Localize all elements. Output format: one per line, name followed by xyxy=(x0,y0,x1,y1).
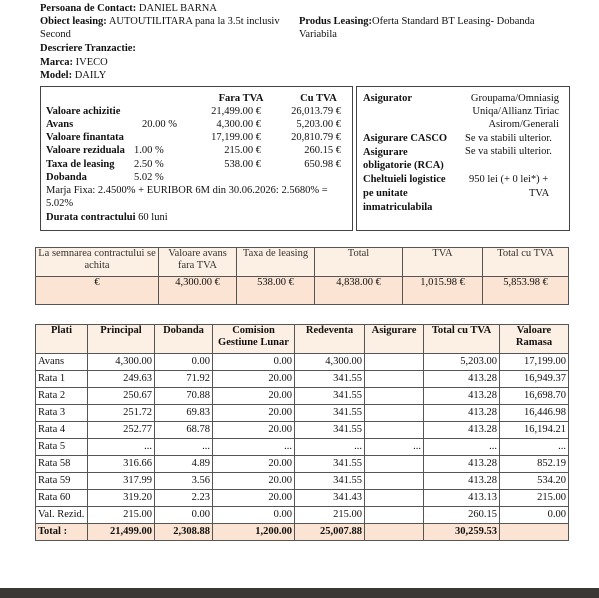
signing-header: Total cu TVA xyxy=(483,248,569,277)
margin-formula: Marja Fixa: 2.4500% + EURIBOR 6M din 30.06.2026: 2.5680% = xyxy=(46,185,328,196)
contact-value: DANIEL BARNA xyxy=(138,3,217,14)
value-cu: 650.98 € xyxy=(304,159,341,170)
value-fara: 17,199.00 € xyxy=(211,132,261,143)
schedule-row xyxy=(36,439,569,456)
schedule-cell: 215.00 xyxy=(500,490,569,507)
casco-value: Se va stabili ulterior. xyxy=(465,133,552,144)
schedule-cell: 0.00 xyxy=(213,354,295,371)
schedule-cell: 5,203.00 xyxy=(424,354,500,371)
schedule-cell: 69.83 xyxy=(155,405,213,422)
schedule-cell: 534.20 xyxy=(500,473,569,490)
schedule-cell: 413.28 xyxy=(424,473,500,490)
schedule-cell: 71.92 xyxy=(155,371,213,388)
schedule-cell: 2,308.88 xyxy=(155,524,213,541)
value-fara: 4,300.00 € xyxy=(216,119,261,130)
schedule-row xyxy=(36,371,569,388)
logistics-value-line2: TVA xyxy=(529,188,550,199)
row-label: Dobanda xyxy=(46,172,87,183)
signing-header: Taxa de leasing xyxy=(237,248,315,277)
signing-value: 538.00 € xyxy=(237,277,315,305)
schedule-cell: 4.89 xyxy=(155,456,213,473)
schedule-cell: 341.55 xyxy=(295,405,365,422)
schedule-row-label: Rata 3 xyxy=(36,405,88,422)
schedule-cell: ... xyxy=(424,439,500,456)
signing-payment-table xyxy=(35,247,569,305)
schedule-cell: 413.28 xyxy=(424,422,500,439)
schedule-row xyxy=(36,507,569,524)
schedule-cell: 215.00 xyxy=(88,507,155,524)
schedule-cell: 20.00 xyxy=(213,490,295,507)
insurance-panel xyxy=(356,86,570,231)
value-fara: 21,499.00 € xyxy=(211,106,261,117)
schedule-total-row xyxy=(36,524,569,541)
signing-header: La semnarea contractului se achita xyxy=(36,248,159,277)
schedule-cell xyxy=(365,473,424,490)
schedule-cell: 68.78 xyxy=(155,422,213,439)
product-row xyxy=(299,16,535,27)
schedule-cell: 4,300.00 xyxy=(88,354,155,371)
row-label: Avans xyxy=(46,119,74,130)
col-fara-tva: Fara TVA xyxy=(218,93,264,104)
schedule-row xyxy=(36,388,569,405)
schedule-cell xyxy=(365,456,424,473)
schedule-header: Valoare Ramasa xyxy=(500,325,569,354)
schedule-cell xyxy=(365,354,424,371)
product-value-line2: Variabila xyxy=(299,29,337,40)
schedule-cell: 4,300.00 xyxy=(295,354,365,371)
schedule-cell: 20.00 xyxy=(213,422,295,439)
schedule-row-label: Val. Rezid. xyxy=(36,507,88,524)
schedule-cell: 0.00 xyxy=(500,507,569,524)
schedule-cell: 341.55 xyxy=(295,456,365,473)
schedule-row-label: Avans xyxy=(36,354,88,371)
schedule-row-label: Rata 1 xyxy=(36,371,88,388)
schedule-cell: 0.00 xyxy=(155,507,213,524)
rca-value: Se va stabili ulterior. xyxy=(465,146,552,157)
schedule-cell: 20.00 xyxy=(213,456,295,473)
schedule-cell xyxy=(365,507,424,524)
product-value: Oferta Standard BT Leasing- Dobanda xyxy=(372,16,535,27)
model-row xyxy=(40,70,106,81)
schedule-cell: 215.00 xyxy=(295,507,365,524)
schedule-cell: 316.66 xyxy=(88,456,155,473)
value-cu: 5,203.00 € xyxy=(296,119,341,130)
schedule-row-label: Rata 2 xyxy=(36,388,88,405)
schedule-row-label: Rata 58 xyxy=(36,456,88,473)
description-label: Descriere Tranzactie: xyxy=(40,43,136,54)
schedule-row xyxy=(36,405,569,422)
schedule-cell: 20.00 xyxy=(213,371,295,388)
schedule-cell: ... xyxy=(295,439,365,456)
schedule-cell: 252.77 xyxy=(88,422,155,439)
schedule-cell: 413.13 xyxy=(424,490,500,507)
schedule-cell: 250.67 xyxy=(88,388,155,405)
insurer-value: Groupama/Omniasig xyxy=(470,93,559,104)
schedule-cell: 16,949.37 xyxy=(500,371,569,388)
row-percent: 1.00 % xyxy=(134,145,164,156)
signing-value-row xyxy=(36,277,569,305)
schedule-cell xyxy=(365,371,424,388)
schedule-header: Redeventa xyxy=(295,325,365,354)
value-fara: 215.00 € xyxy=(224,145,261,156)
row-percent: 2.50 % xyxy=(134,159,164,170)
schedule-cell: 341.55 xyxy=(295,388,365,405)
margin-result: 5.02% xyxy=(46,198,74,209)
duration-value: 60 luni xyxy=(138,212,168,223)
schedule-row xyxy=(36,422,569,439)
schedule-cell: 0.00 xyxy=(155,354,213,371)
duration-label: Durata contractului xyxy=(46,212,136,223)
schedule-cell: 1,200.00 xyxy=(213,524,295,541)
schedule-header: Comision Gestiune Lunar xyxy=(213,325,295,354)
schedule-cell: 17,199.00 xyxy=(500,354,569,371)
schedule-cell: 2.23 xyxy=(155,490,213,507)
schedule-cell xyxy=(365,422,424,439)
schedule-row-label: Rata 5 xyxy=(36,439,88,456)
schedule-cell: 249.63 xyxy=(88,371,155,388)
value-cu: 260.15 € xyxy=(304,145,341,156)
schedule-cell xyxy=(365,524,424,541)
logistics-label: Cheltuieli logistice xyxy=(363,174,446,185)
schedule-cell: 413.28 xyxy=(424,456,500,473)
schedule-cell: 413.28 xyxy=(424,371,500,388)
schedule-cell: 20.00 xyxy=(213,388,295,405)
object-label: Obiect leasing: xyxy=(40,16,107,27)
schedule-header: Asigurare xyxy=(365,325,424,354)
schedule-cell xyxy=(365,405,424,422)
schedule-cell: 20.00 xyxy=(213,473,295,490)
insurer-value: Asirom/Generali xyxy=(488,119,559,130)
schedule-row xyxy=(36,456,569,473)
product-label: Produs Leasing: xyxy=(299,16,373,27)
logistics-value: 950 lei (+ 0 lei*) + xyxy=(469,174,549,185)
logistics-label-line3: inmatriculabila xyxy=(363,202,433,213)
schedule-cell: 341.55 xyxy=(295,371,365,388)
schedule-cell: 3.56 xyxy=(155,473,213,490)
schedule-cell: 25,007.88 xyxy=(295,524,365,541)
payment-schedule-table xyxy=(35,324,569,541)
contact-row xyxy=(40,3,217,14)
schedule-cell: 341.43 xyxy=(295,490,365,507)
rca-label-line2: obligatorie (RCA) xyxy=(363,160,444,171)
schedule-cell: ... xyxy=(365,439,424,456)
schedule-cell: 0.00 xyxy=(213,507,295,524)
signing-value: 4,300.00 € xyxy=(159,277,237,305)
signing-header: Valoare avans fara TVA xyxy=(159,248,237,277)
schedule-cell: ... xyxy=(500,439,569,456)
schedule-cell: 16,194.21 xyxy=(500,422,569,439)
schedule-cell xyxy=(365,388,424,405)
signing-header: TVA xyxy=(403,248,483,277)
row-percent: 20.00 % xyxy=(142,119,177,130)
schedule-cell: ... xyxy=(155,439,213,456)
brand-label: Marca: xyxy=(40,57,74,68)
object-value-line2: Second xyxy=(40,29,71,40)
brand-value: IVECO xyxy=(75,57,108,68)
schedule-cell: 341.55 xyxy=(295,473,365,490)
schedule-cell: 16,698.70 xyxy=(500,388,569,405)
schedule-cell xyxy=(365,490,424,507)
schedule-row-label: Rata 4 xyxy=(36,422,88,439)
schedule-cell: 21,499.00 xyxy=(88,524,155,541)
schedule-header-row xyxy=(36,325,569,354)
schedule-cell: 852.19 xyxy=(500,456,569,473)
schedule-cell xyxy=(500,524,569,541)
signing-value: € xyxy=(36,277,159,305)
schedule-header: Total cu TVA xyxy=(424,325,500,354)
signing-header-row xyxy=(36,248,569,277)
rca-label: Asigurare xyxy=(363,147,408,158)
schedule-header: Plati xyxy=(36,325,88,354)
schedule-cell: 251.72 xyxy=(88,405,155,422)
schedule-cell: 319.20 xyxy=(88,490,155,507)
row-label: Valoare achizitie xyxy=(46,106,121,117)
model-label: Model: xyxy=(40,70,73,81)
signing-value: 4,838.00 € xyxy=(315,277,403,305)
contact-label: Persoana de Contact: xyxy=(40,3,137,14)
insurer-label: Asigurator xyxy=(363,93,412,104)
schedule-cell: 20.00 xyxy=(213,405,295,422)
schedule-cell: ... xyxy=(88,439,155,456)
financial-panel xyxy=(40,86,353,231)
row-percent: 5.02 % xyxy=(134,172,164,183)
signing-value: 1,015.98 € xyxy=(403,277,483,305)
schedule-header: Principal xyxy=(88,325,155,354)
object-value: AUTOUTILITARA pana la 3.5t inclusiv xyxy=(108,16,280,27)
schedule-cell: 341.55 xyxy=(295,422,365,439)
signing-header: Total xyxy=(315,248,403,277)
schedule-body xyxy=(36,354,569,541)
schedule-row xyxy=(36,354,569,371)
value-fara: 538.00 € xyxy=(224,159,261,170)
schedule-header: Dobanda xyxy=(155,325,213,354)
brand-row xyxy=(40,57,108,68)
row-label: Taxa de leasing xyxy=(46,159,115,170)
row-label: Valoare reziduala xyxy=(46,145,125,156)
schedule-row-label: Total : xyxy=(36,524,88,541)
schedule-cell: ... xyxy=(213,439,295,456)
schedule-cell: 260.15 xyxy=(424,507,500,524)
schedule-cell: 16,446.98 xyxy=(500,405,569,422)
schedule-row-label: Rata 60 xyxy=(36,490,88,507)
schedule-row-label: Rata 59 xyxy=(36,473,88,490)
model-value: DAILY xyxy=(74,70,107,81)
row-label: Valoare finantata xyxy=(46,132,124,143)
casco-label: Asigurare CASCO xyxy=(363,133,448,144)
insurer-value: Uniqa/Allianz Tiriac xyxy=(472,106,559,117)
col-cu-tva: Cu TVA xyxy=(300,93,337,104)
schedule-row xyxy=(36,473,569,490)
schedule-cell: 70.88 xyxy=(155,388,213,405)
schedule-cell: 30,259.53 xyxy=(424,524,500,541)
signing-value: 5,853.98 € xyxy=(483,277,569,305)
schedule-row xyxy=(36,490,569,507)
object-row xyxy=(40,16,280,27)
logistics-label-line2: pe unitate xyxy=(363,188,408,199)
value-cu: 26,013.79 € xyxy=(291,106,341,117)
value-cu: 20,810.79 € xyxy=(291,132,341,143)
schedule-cell: 413.28 xyxy=(424,405,500,422)
schedule-cell: 317.99 xyxy=(88,473,155,490)
schedule-cell: 413.28 xyxy=(424,388,500,405)
viewer-bottom-bar xyxy=(0,588,599,598)
